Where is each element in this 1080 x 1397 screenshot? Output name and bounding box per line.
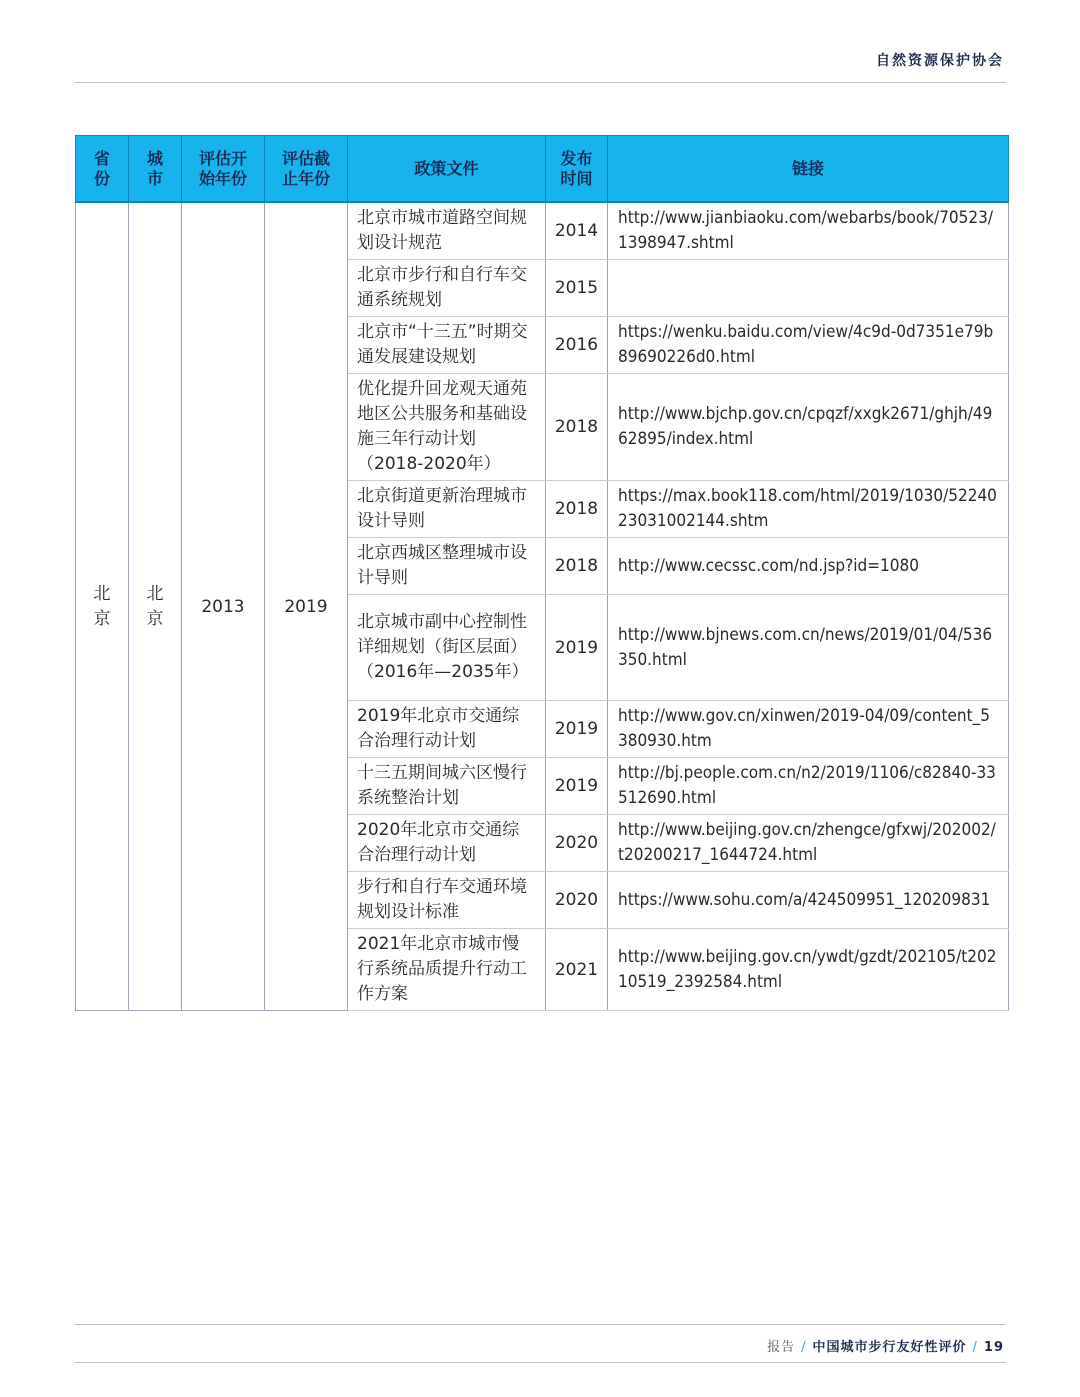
policy-document-cell: 优化提升回龙观天通苑地区公共服务和基础设施三年行动计划（2018-2020年） <box>348 374 546 481</box>
publish-year-cell: 2014 <box>546 202 608 260</box>
table-body <box>76 202 1009 1011</box>
policy-document-cell: 2019年北京市交通综合治理行动计划 <box>348 701 546 758</box>
policy-table <box>75 135 1009 1011</box>
column-header-publish-time: 发布 时间 <box>546 136 608 203</box>
policy-document-cell: 北京街道更新治理城市设计导则 <box>348 481 546 538</box>
page-number: 19 <box>983 1340 1004 1355</box>
publish-year-cell: 2019 <box>546 595 608 701</box>
link-cell[interactable]: http://www.bjnews.com.cn/news/2019/01/04/536350.html <box>608 595 1009 701</box>
publish-year-cell: 2020 <box>546 815 608 872</box>
link-cell[interactable]: https://wenku.baidu.com/view/4c9d-0d7351e79b89690226d0.html <box>608 317 1009 374</box>
column-header-policy-document: 政策文件 <box>348 136 546 203</box>
footer-report-title: 中国城市步行友好性评价 <box>812 1340 967 1355</box>
end-year-cell: 2019 <box>265 202 348 1011</box>
publish-year-cell: 2020 <box>546 872 608 929</box>
link-cell[interactable]: http://www.beijing.gov.cn/zhengce/gfxwj/202002/t20200217_1644724.html <box>608 815 1009 872</box>
policy-document-cell: 北京市步行和自行车交通系统规划 <box>348 260 546 317</box>
publish-year-cell: 2018 <box>546 538 608 595</box>
start-year-cell: 2013 <box>182 202 265 1011</box>
footer-divider-bottom <box>75 1362 1006 1363</box>
footer-divider-top <box>75 1324 1006 1325</box>
publish-year-cell: 2018 <box>546 481 608 538</box>
publish-year-cell: 2018 <box>546 374 608 481</box>
table-header-row <box>76 136 1009 203</box>
policy-document-cell: 2020年北京市交通综合治理行动计划 <box>348 815 546 872</box>
link-cell[interactable]: http://www.bjchp.gov.cn/cpqzf/xxgk2671/ghjh/4962895/index.html <box>608 374 1009 481</box>
link-cell[interactable]: http://www.jianbiaoku.com/webarbs/book/70523/1398947.shtml <box>608 202 1009 260</box>
header-divider <box>75 82 1006 83</box>
policy-document-cell: 北京城市副中心控制性详细规划（街区层面）（2016年—2035年） <box>348 595 546 701</box>
page-footer <box>767 1336 1004 1355</box>
policy-document-cell: 北京市“十三五”时期交通发展建设规划 <box>348 317 546 374</box>
column-header-end-year: 评估截 止年份 <box>265 136 348 203</box>
link-cell[interactable]: http://www.beijing.gov.cn/ywdt/gzdt/202105/t20210519_2392584.html <box>608 929 1009 1011</box>
publish-year-cell: 2019 <box>546 701 608 758</box>
org-name: 自然资源保护协会 <box>876 53 1004 69</box>
table-row <box>76 202 1009 260</box>
publish-year-cell: 2021 <box>546 929 608 1011</box>
link-cell[interactable]: http://bj.people.com.cn/n2/2019/1106/c82840-33512690.html <box>608 758 1009 815</box>
footer-separator: / <box>972 1340 978 1355</box>
column-header-start-year: 评估开 始年份 <box>182 136 265 203</box>
policy-document-cell: 北京西城区整理城市设计导则 <box>348 538 546 595</box>
city-cell: 北 京 <box>129 202 182 1011</box>
column-header-link: 链接 <box>608 136 1009 203</box>
province-cell: 北 京 <box>76 202 129 1011</box>
publish-year-cell: 2019 <box>546 758 608 815</box>
policy-document-cell: 步行和自行车交通环境规划设计标准 <box>348 872 546 929</box>
link-cell[interactable]: https://max.book118.com/html/2019/1030/5224023031002144.shtm <box>608 481 1009 538</box>
link-cell[interactable]: http://www.gov.cn/xinwen/2019-04/09/content_5380930.htm <box>608 701 1009 758</box>
link-cell[interactable]: http://www.cecssc.com/nd.jsp?id=1080 <box>608 538 1009 595</box>
column-header-province: 省 份 <box>76 136 129 203</box>
link-cell[interactable]: https://www.sohu.com/a/424509951_120209831 <box>608 872 1009 929</box>
policy-document-cell: 北京市城市道路空间规划设计规范 <box>348 202 546 260</box>
policy-document-cell: 十三五期间城六区慢行系统整治计划 <box>348 758 546 815</box>
footer-label: 报告 <box>767 1340 796 1355</box>
publish-year-cell: 2015 <box>546 260 608 317</box>
publish-year-cell: 2016 <box>546 317 608 374</box>
column-header-city: 城 市 <box>129 136 182 203</box>
policy-document-cell: 2021年北京市城市慢行系统品质提升行动工作方案 <box>348 929 546 1011</box>
link-cell <box>608 260 1009 317</box>
footer-separator: / <box>801 1340 807 1355</box>
